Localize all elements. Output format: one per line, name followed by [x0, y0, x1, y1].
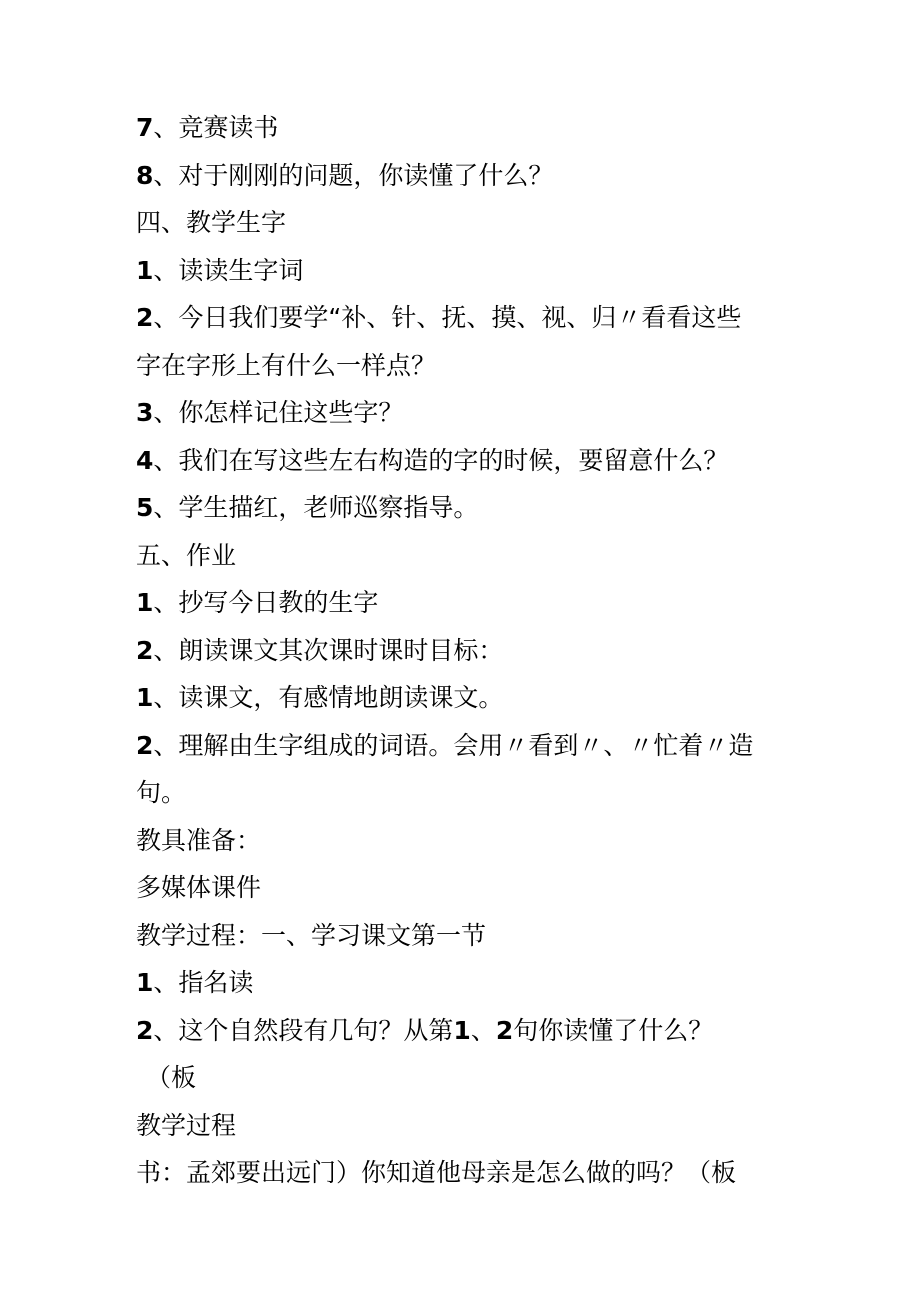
text-line: 5、学生描红，老师巡察指导。	[136, 493, 479, 522]
text-line: 2、理解由生字组成的词语。会用〃看到〃、〃忙着〃造	[136, 731, 754, 760]
text-line: 2、朗读课文其次课时课时目标：	[136, 636, 504, 665]
text-line: 句。	[136, 778, 187, 807]
text-line: 1、抄写今日教的生字	[136, 588, 379, 617]
text-line: 1、读读生字词	[136, 256, 304, 285]
text-line: 8、对于刚刚的问题，你读懂了什么？	[136, 161, 554, 190]
section-heading: 五、作业	[136, 541, 237, 570]
text-line: 7、竞赛读书	[136, 113, 279, 142]
text-line: 书：孟郊要出远门）你知道他母亲是怎么做的吗？（板	[136, 1158, 737, 1187]
text-line: 1、指名读	[136, 968, 254, 997]
text-line: （板	[146, 1063, 197, 1092]
text-line: 2、这个自然段有几句？从第1、2句你读懂了什么？	[136, 1016, 714, 1045]
text-line: 3、你怎样记住这些字？	[136, 398, 404, 427]
text-line: 1、读课文，有感情地朗读课文。	[136, 683, 504, 712]
text-line: 教具准备：	[136, 826, 262, 855]
text-line: 教学过程：一、学习课文第一节	[136, 921, 487, 950]
text-line: 2、今日我们要学“补、针、抚、摸、视、归〃看看这些	[136, 303, 742, 332]
text-line: 教学过程	[136, 1111, 237, 1140]
section-heading: 四、教学生字	[136, 208, 287, 237]
text-line: 4、我们在写这些左右构造的字的时候，要留意什么？	[136, 446, 729, 475]
text-line: 多媒体课件	[136, 873, 262, 902]
text-line: 字在字形上有什么一样点？	[136, 351, 437, 380]
